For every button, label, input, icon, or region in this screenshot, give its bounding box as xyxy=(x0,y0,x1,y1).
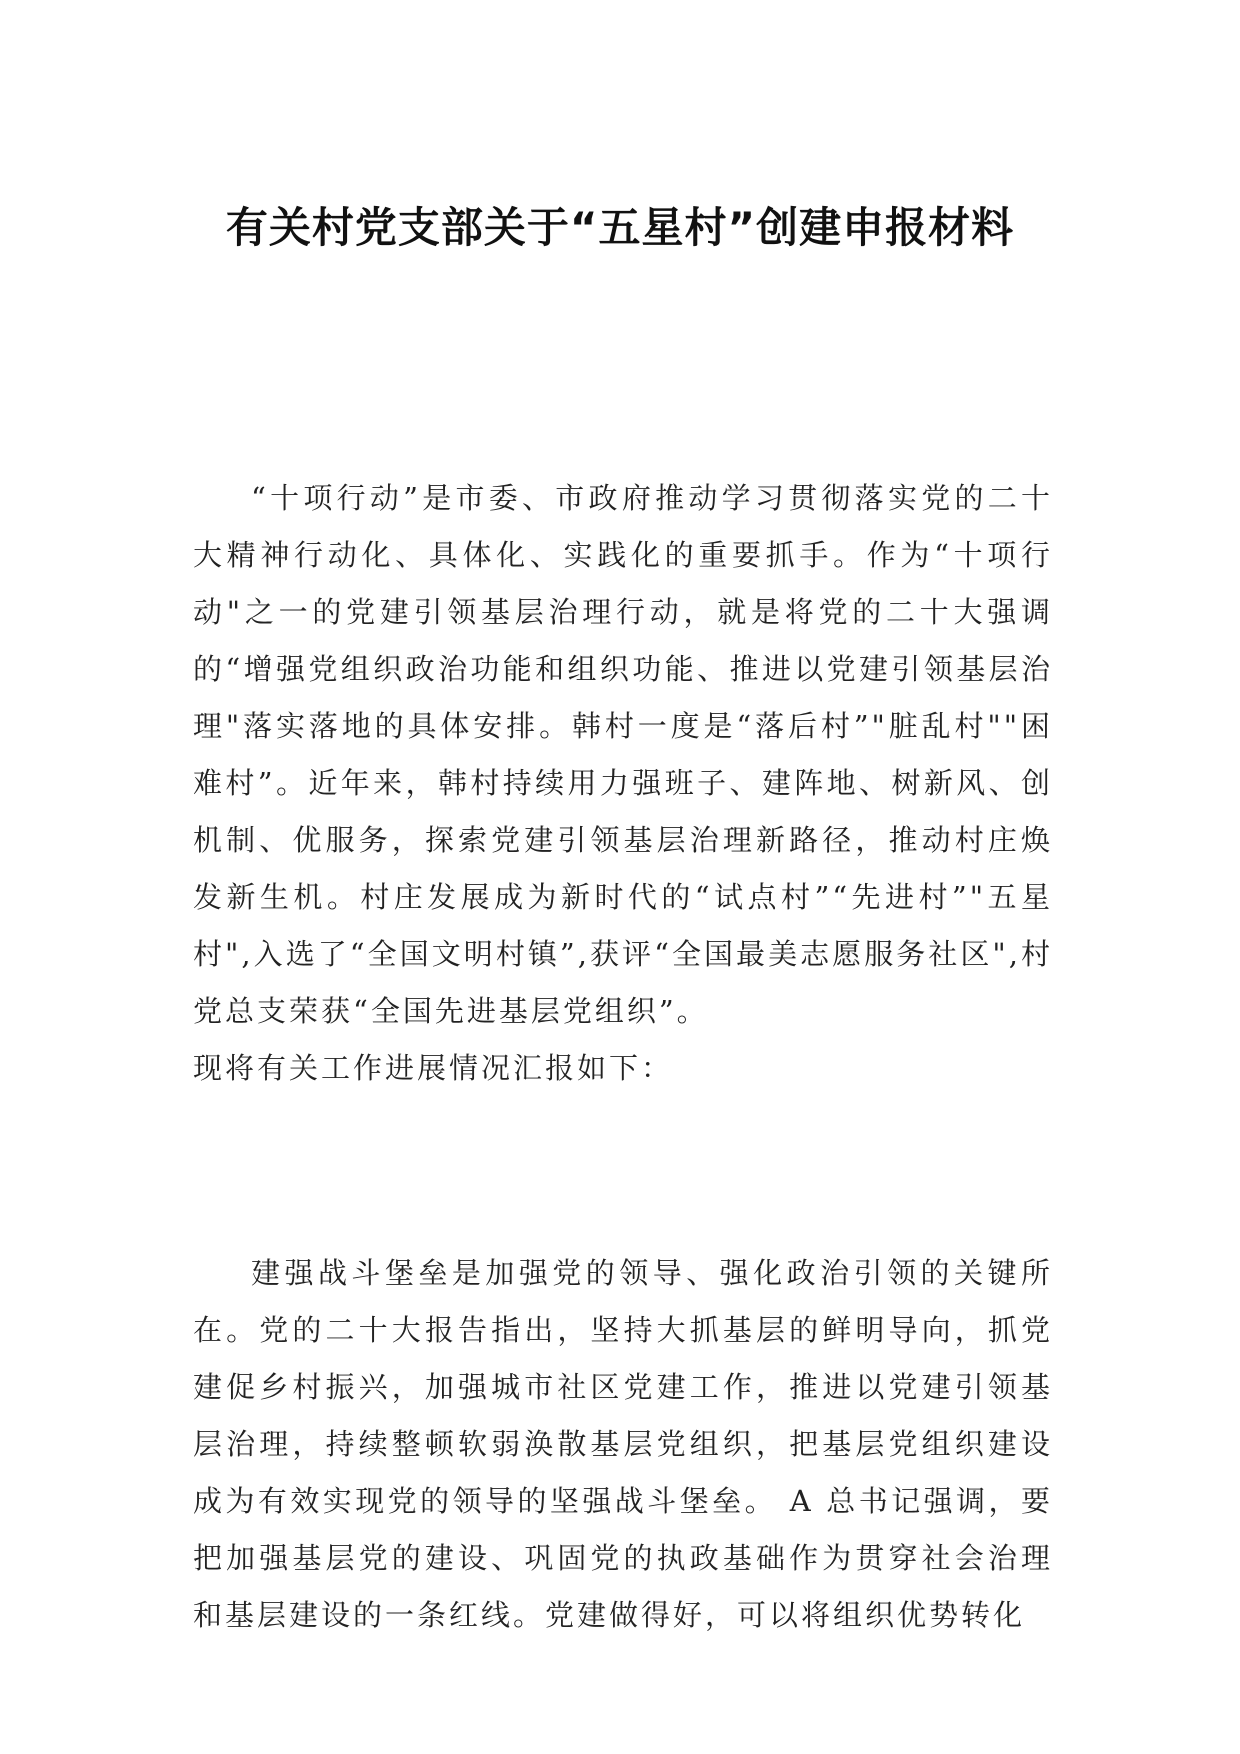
paragraph-fortress: 建强战斗堡垒是加强党的领导、强化政治引领的关键所在。党的二十大报告指出，坚持大抓基层的鲜明导向，抓党建促乡村振兴，加强城市社区党建工作，推进以党建引领基层治理，持续整顿软弱涣散基层党组织，把基层党组织建设成为有效实现党的领导的坚强战斗堡垒。 A 总书记强调，要把加强基层党的建设、巩固党的执政基础作为贯穿社会治理和基层建设的一条红线。党建做得好，可以将组织优势转化 xyxy=(193,1256,1053,1632)
paragraph-intro-closing: 现将有关工作进展情况汇报如下： xyxy=(193,1051,674,1085)
document-title: 有关村党支部关于“五星村”创建申报材料 xyxy=(225,203,1015,252)
paragraph-intro: “十项行动”是市委、市政府推动学习贯彻落实党的二十大精神行动化、具体化、实践化的重要抓手。作为“十项行动"之一的党建引领基层治理行动，就是将党的二十大强调的“增强党组织政治功能和组织功能、推进以党建引领基层治理"落实落地的具体安排。韩村一度是“落后村”"脏乱村""困难村”。近年来，韩村持续用力强班子、建阵地、树新风、创机制、优服务，探索党建引领基层治理新路径，推动村庄焕发新生机。村庄发展成为新时代的“试点村”“先进村”"五星村",入选了“全国文明村镇”,获评“全国最美志愿服务社区",村党总支荣获“全国先进基层党组织”。 xyxy=(193,481,1053,1028)
